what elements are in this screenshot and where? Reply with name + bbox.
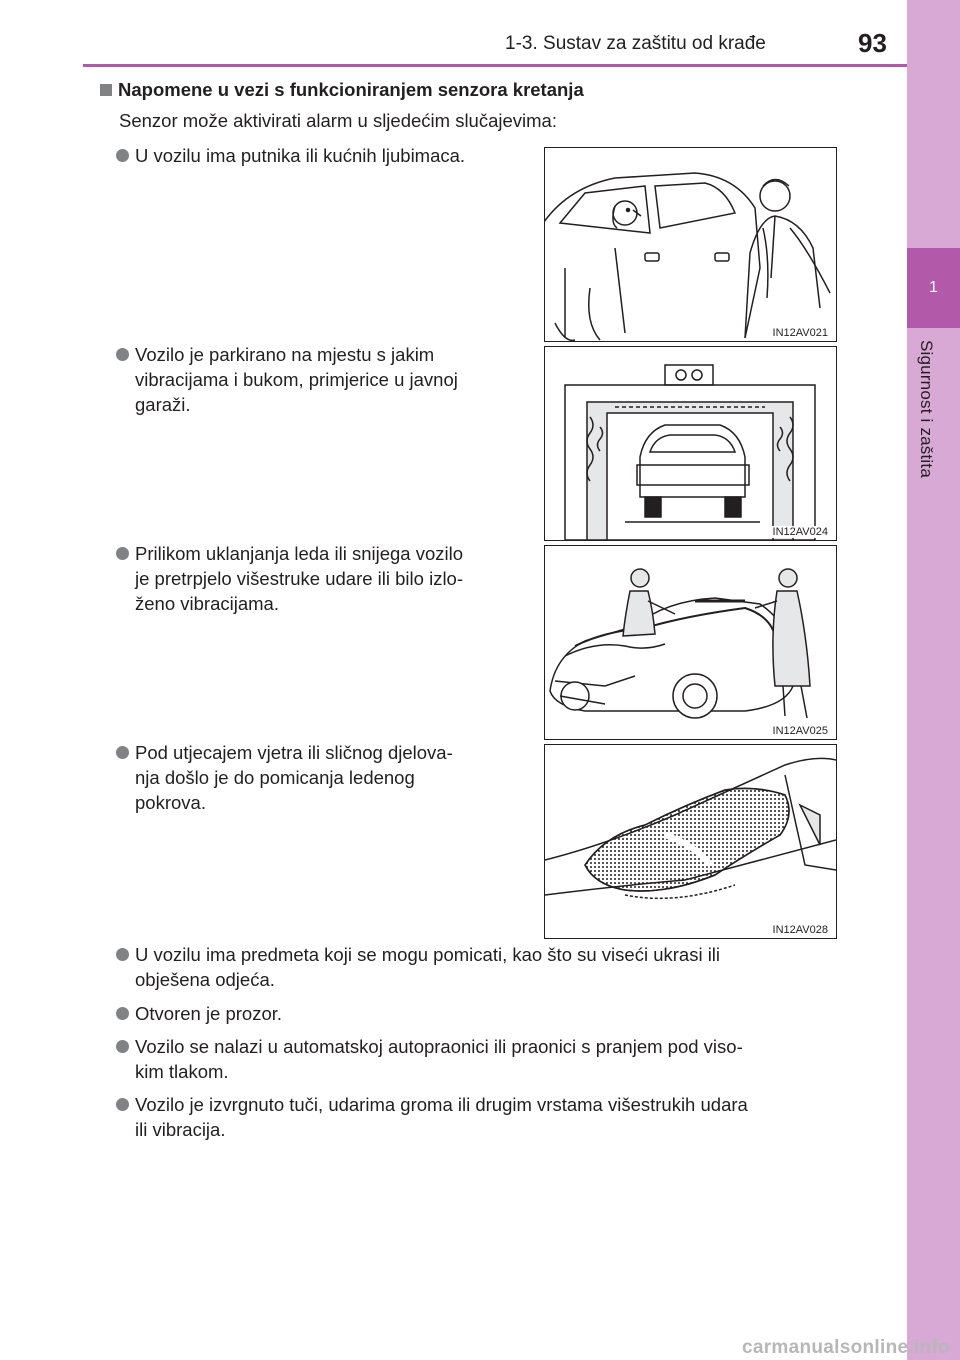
- list-item-line: Vozilo je izvrgnuto tuči, udarima groma ili drugim vrstama višestrukih udara: [135, 1094, 748, 1115]
- snow-removal-illustration: [545, 546, 836, 739]
- list-item: [135, 143, 523, 168]
- page-number: 93: [858, 28, 887, 58]
- section-heading: [100, 79, 584, 101]
- list-item-line: Vozilo se nalazi u automatskoj autopraonici ili praonici s pranjem pod viso-: [135, 1036, 743, 1057]
- figure-passenger-pet: [544, 147, 837, 342]
- list-item-line: ženo vibracijama.: [135, 593, 279, 614]
- bullet-icon: [116, 1040, 129, 1053]
- list-item: [135, 1001, 855, 1026]
- list-item: [135, 1092, 855, 1142]
- side-tab-top-block: [907, 0, 960, 80]
- list-item-line: pokrova.: [135, 792, 206, 813]
- list-item-line: je pretrpjelo višestruke udare ili bilo izlo-: [135, 568, 464, 589]
- bullet-icon: [116, 1007, 129, 1020]
- figure-parking-garage: [544, 346, 837, 541]
- header-rule: [83, 64, 907, 67]
- list-item: [135, 1034, 855, 1084]
- header-title: 1-3. Sustav za zaštitu od krađe: [505, 33, 766, 54]
- windshield-cover-illustration: [545, 745, 836, 938]
- list-item: [135, 740, 523, 815]
- bullet-icon: [116, 1098, 129, 1111]
- list-item-line: Pod utjecajem vjetra ili sličnog djelova-: [135, 742, 453, 763]
- list-item-line: Vozilo je parkirano na mjestu s jakim: [135, 344, 435, 365]
- list-item-line: Otvoren je prozor.: [135, 1003, 283, 1024]
- bullet-icon: [116, 547, 129, 560]
- list-item: [135, 541, 523, 616]
- car-with-dog-illustration: [545, 148, 836, 341]
- chapter-label: Sigurnost i zaštita: [917, 340, 936, 478]
- figure-ice-removal: [544, 545, 837, 740]
- list-item-line: U vozilu ima predmeta koji se mogu pomicati, kao što su viseći ukrasi ili: [135, 944, 721, 965]
- figure-ice-cover: [544, 744, 837, 939]
- list-item: [135, 342, 523, 417]
- list-item-line: Prilikom uklanjanja leda ili snijega vozilo: [135, 543, 464, 564]
- bullet-icon: [116, 746, 129, 759]
- square-bullet-icon: [100, 84, 112, 96]
- list-item: [135, 942, 855, 992]
- list-item-line: obješena odjeća.: [135, 969, 275, 990]
- chapter-number-box: [907, 248, 960, 328]
- bullet-icon: [116, 348, 129, 361]
- list-item-line: garaži.: [135, 394, 191, 415]
- list-item-line: nja došlo je do pomicanja ledenog: [135, 767, 415, 788]
- watermark: carmanualsonline.info: [742, 1337, 950, 1358]
- list-item-line: vibracijama i bukom, primjerice u javnoj: [135, 369, 458, 390]
- figure-code: IN12AV025: [772, 725, 828, 737]
- garage-vibration-illustration: [545, 347, 836, 540]
- bullet-icon: [116, 149, 129, 162]
- section-heading-text: Napomene u vezi s funkcioniranjem senzora kretanja: [118, 79, 584, 100]
- list-item-line: kim tlakom.: [135, 1061, 229, 1082]
- chapter-number: 1: [929, 279, 938, 296]
- figure-code: IN12AV024: [772, 526, 828, 538]
- list-item-line: ili vibracija.: [135, 1119, 226, 1140]
- section-intro: Senzor može aktivirati alarm u sljedećim slučajevima:: [119, 110, 557, 131]
- bullet-icon: [116, 948, 129, 961]
- figure-code: IN12AV021: [772, 327, 828, 339]
- list-item-line: U vozilu ima putnika ili kućnih ljubimaca.: [135, 145, 466, 166]
- figure-code: IN12AV028: [772, 924, 828, 936]
